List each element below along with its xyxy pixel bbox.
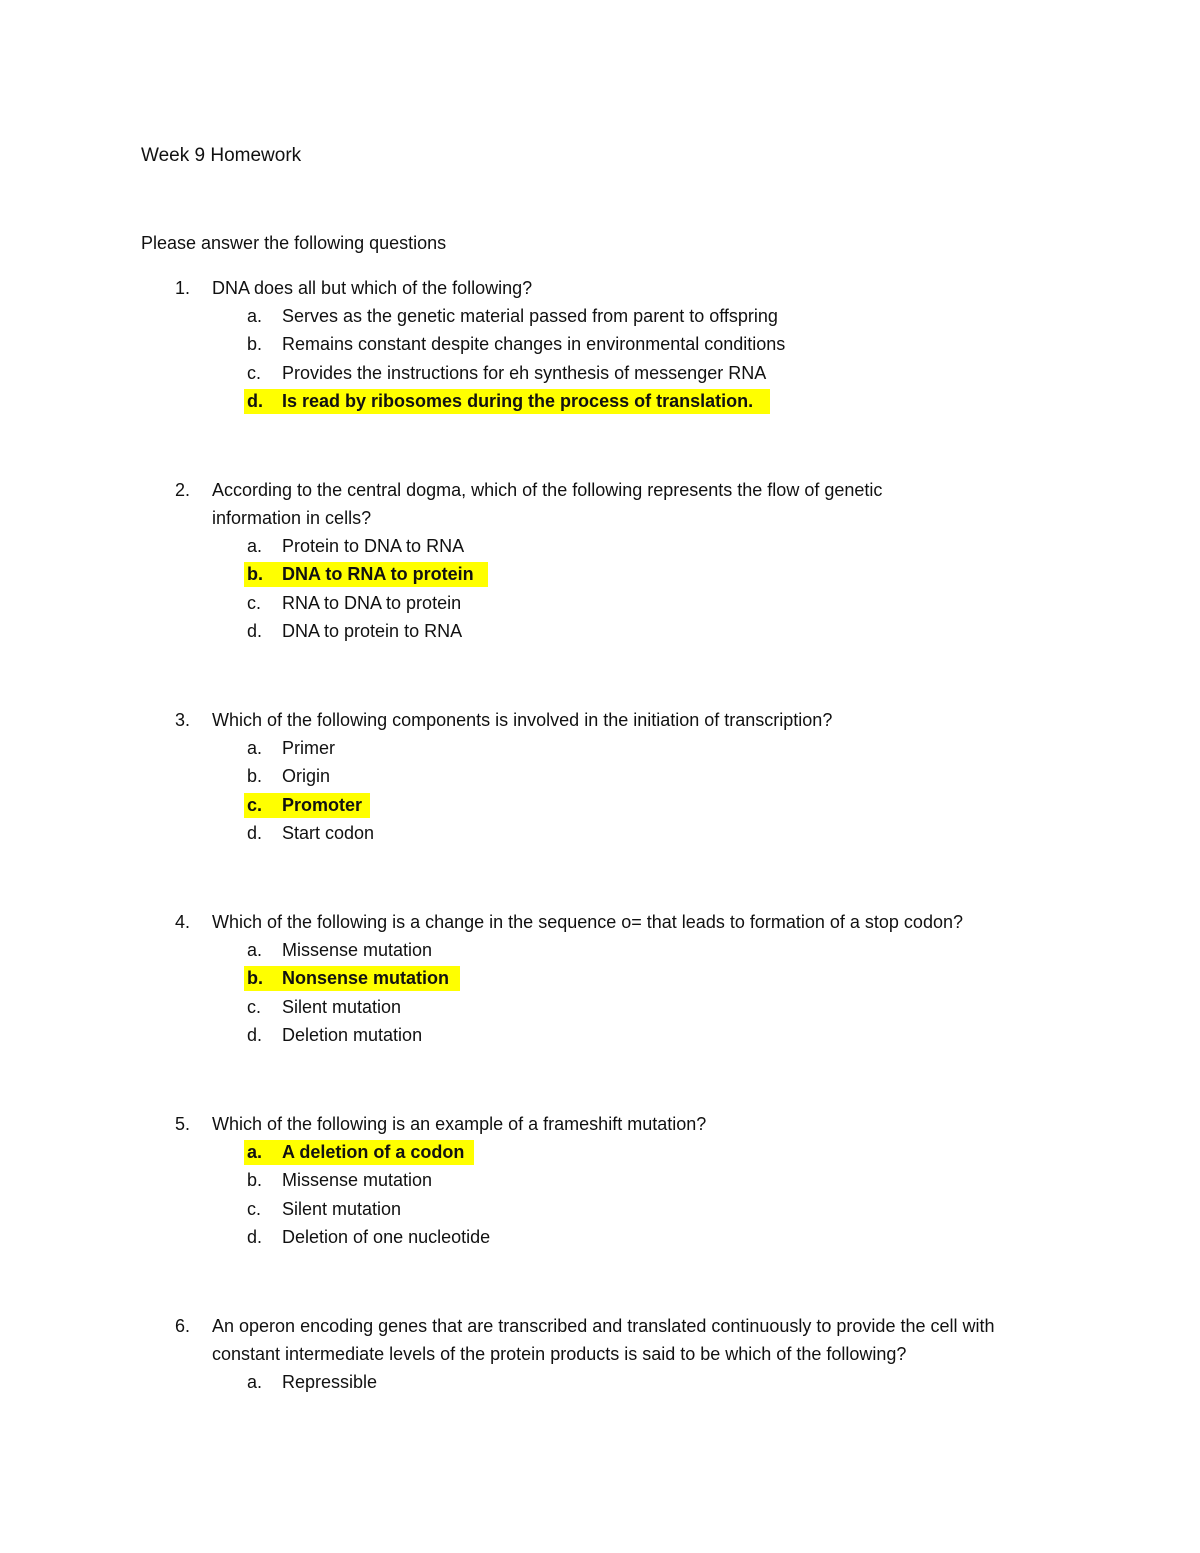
question-number: 4. xyxy=(175,912,191,932)
option-a xyxy=(0,532,1200,560)
option-c xyxy=(0,993,1200,1021)
options-list xyxy=(0,1368,1200,1396)
option-text: Start codon xyxy=(282,822,375,843)
option-letter: c. xyxy=(247,362,262,383)
option-text: Repressible xyxy=(282,1372,378,1392)
question-4 xyxy=(0,908,1200,1049)
option-d-highlighted-answer xyxy=(0,387,1200,415)
question-1 xyxy=(0,274,1200,415)
option-a xyxy=(0,734,1200,762)
option-text: Serves as the genetic material passed from parent to offspring xyxy=(282,306,778,326)
question-2 xyxy=(0,476,1200,645)
option-a-highlighted-answer xyxy=(0,1138,1200,1166)
option-letter: a. xyxy=(247,738,263,758)
option-letter: c. xyxy=(247,996,262,1017)
options-list xyxy=(0,532,1200,645)
options-list xyxy=(0,936,1200,1049)
option-text: Deletion of one nucleotide xyxy=(282,1226,491,1247)
question-text: Which of the following is a change in the sequence o= that leads to formation of a stop codon? xyxy=(212,912,963,932)
option-text: Provides the instructions for eh synthesis of messenger RNA xyxy=(282,362,767,383)
question-number: 2. xyxy=(175,480,191,500)
option-c xyxy=(0,589,1200,617)
option-text: DNA to RNA to protein xyxy=(282,564,474,585)
option-letter: b. xyxy=(247,1170,263,1191)
option-letter: b. xyxy=(247,564,263,585)
option-letter: d. xyxy=(247,822,263,843)
question-number: 3. xyxy=(175,710,191,730)
question-text: DNA does all but which of the following? xyxy=(212,278,533,298)
option-text: Remains constant despite changes in environmental conditions xyxy=(282,334,786,355)
option-a xyxy=(0,302,1200,330)
options-list xyxy=(0,1138,1200,1251)
option-text: DNA to protein to RNA xyxy=(282,620,463,641)
options-list xyxy=(0,734,1200,847)
option-text: Nonsense mutation xyxy=(282,968,450,989)
option-d xyxy=(0,819,1200,847)
option-text: Silent mutation xyxy=(282,996,402,1017)
option-letter: c. xyxy=(247,1198,262,1219)
option-c-highlighted-answer xyxy=(0,791,1200,819)
instructions-text: Please answer the following questions xyxy=(141,233,447,253)
option-text: A deletion of a codon xyxy=(282,1142,465,1162)
option-text: Promoter xyxy=(282,794,363,815)
option-letter: d. xyxy=(247,1024,263,1045)
option-letter: d. xyxy=(247,390,263,411)
option-text: Protein to DNA to RNA xyxy=(282,536,465,556)
option-d xyxy=(0,617,1200,645)
option-letter: b. xyxy=(247,968,263,989)
option-c xyxy=(0,1195,1200,1223)
option-letter: b. xyxy=(247,334,263,355)
question-number: 6. xyxy=(175,1316,191,1336)
option-letter: a. xyxy=(247,306,263,326)
option-text: Origin xyxy=(282,766,331,787)
option-text: RNA to DNA to protein xyxy=(282,592,462,613)
option-text: Deletion mutation xyxy=(282,1024,423,1045)
option-text: Missense mutation xyxy=(282,1170,433,1191)
option-letter: a. xyxy=(247,536,263,556)
option-a xyxy=(0,1368,1200,1396)
options-list xyxy=(0,302,1200,415)
option-a xyxy=(0,936,1200,964)
option-text: Silent mutation xyxy=(282,1198,402,1219)
question-6 xyxy=(0,1312,1200,1396)
option-b-highlighted-answer xyxy=(0,964,1200,992)
option-b xyxy=(0,330,1200,358)
option-c xyxy=(0,359,1200,387)
question-number: 5. xyxy=(175,1114,191,1134)
option-letter: d. xyxy=(247,620,263,641)
option-b-highlighted-answer xyxy=(0,560,1200,588)
question-text: According to the central dogma, which of the following represents the flow of genetic information in cells? xyxy=(212,480,883,528)
document-title: Week 9 Homework xyxy=(141,145,302,166)
question-text: An operon encoding genes that are transcribed and translated continuously to provide the cell with constant intermediate levels of the protein products is said to be which of the following? xyxy=(212,1316,995,1364)
question-text: Which of the following components is involved in the initiation of transcription? xyxy=(212,710,833,730)
option-b xyxy=(0,762,1200,790)
option-d xyxy=(0,1021,1200,1049)
option-letter: b. xyxy=(247,766,263,787)
question-3 xyxy=(0,706,1200,847)
option-letter: a. xyxy=(247,1142,263,1162)
question-number: 1. xyxy=(175,278,191,298)
option-text: Is read by ribosomes during the process of translation. xyxy=(282,390,754,411)
option-letter: c. xyxy=(247,592,262,613)
option-text: Primer xyxy=(282,738,335,758)
question-text: Which of the following is an example of a frameshift mutation? xyxy=(212,1114,707,1134)
option-letter: c. xyxy=(247,794,263,815)
option-letter: d. xyxy=(247,1226,263,1247)
option-letter: a. xyxy=(247,940,263,960)
option-b xyxy=(0,1166,1200,1194)
option-text: Missense mutation xyxy=(282,940,433,960)
option-letter: a. xyxy=(247,1372,263,1392)
option-d xyxy=(0,1223,1200,1251)
question-5 xyxy=(0,1110,1200,1251)
